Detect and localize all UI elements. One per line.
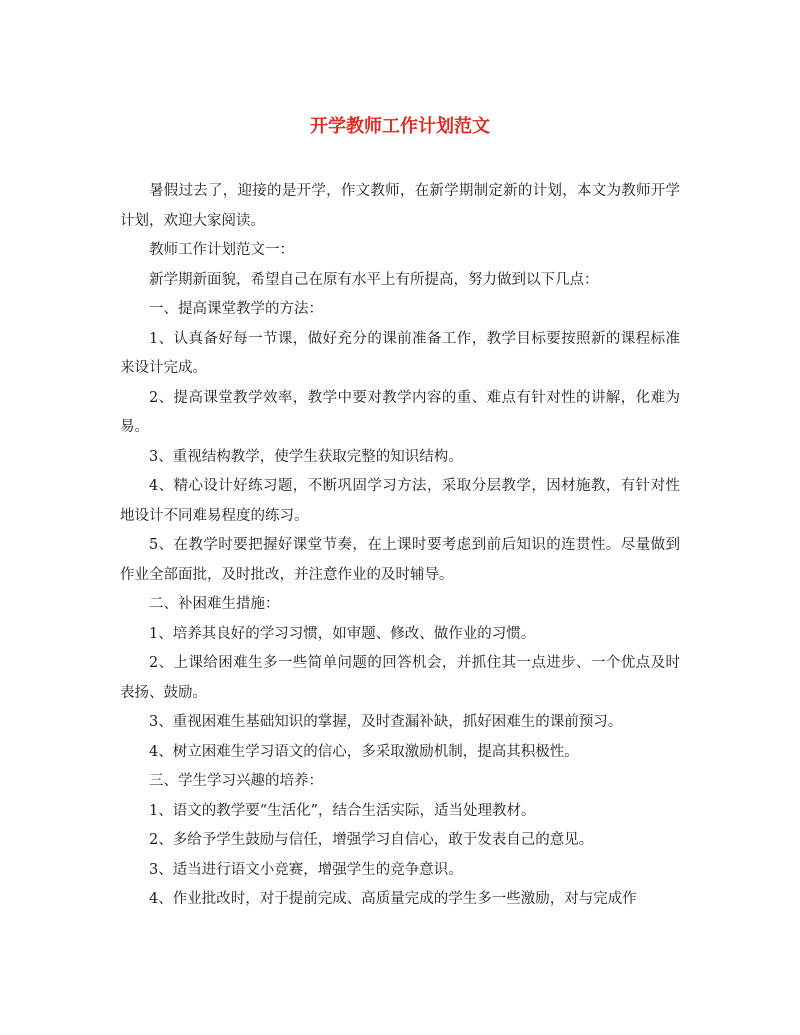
subsection-heading: 三、学生学习兴趣的培养：: [149, 773, 323, 789]
intro-paragraph: 暑假过去了，迎接的是开学，作文教师，在新学期制定新的计划，本文为教师开学计划，欢迎大家阅读。: [120, 183, 680, 229]
list-item: 2、上课给困难生多一些简单问题的回答机会，并抓住其一点进步、一个优点及时表扬、鼓励。: [120, 655, 680, 701]
list-item: 3、适当进行语文小竞赛，增强学生的竞争意识。: [149, 861, 463, 878]
paragraph: 新学期新面貌，希望自己在原有水平上有所提高，努力做到以下几点：: [149, 271, 599, 288]
list-item: 2、提高课堂教学效率，教学中要对教学内容的重、难点有针对性的讲解，化难为易。: [120, 389, 680, 435]
list-item: 3、重视结构教学，使学生获取完整的知识结构。: [149, 448, 463, 465]
document-title: 开学教师工作计划范文: [310, 116, 490, 137]
section-heading: 教师工作计划范文一：: [149, 242, 294, 258]
list-item: 2、多给予学生鼓励与信任，增强学习自信心，敢于发表自己的意见。: [149, 832, 594, 848]
list-item: 4、作业批改时，对于提前完成、高质量完成的学生多一些激励，对与完成作: [149, 891, 637, 907]
list-item: 1、培养其良好的学习习惯，如审题、修改、做作业的习惯。: [149, 625, 536, 642]
subsection-heading: 二、补困难生措施：: [149, 596, 280, 612]
document-body: [120, 177, 680, 915]
subsection-heading: 一、提高课堂教学的方法：: [149, 301, 323, 317]
list-item: 4、树立困难生学习语文的信心，多采取激励机制，提高其积极性。: [149, 743, 579, 760]
list-item: 5、在教学时要把握好课堂节奏，在上课时要考虑到前后知识的连贯性。尽量做到作业全部面批，及时批改，并注意作业的及时辅导。: [120, 537, 680, 583]
list-item: 4、精心设计好练习题，不断巩固学习方法，采取分层教学，因材施教，有针对性地设计不同难易程度的练习。: [120, 478, 680, 524]
list-item: 1、认真备好每一节课，做好充分的课前准备工作，教学目标要按照新的课程标准来设计完成。: [120, 330, 680, 376]
list-item: 1、语文的教学要“生活化”，结合生活实际，适当处理教材。: [149, 802, 536, 819]
list-item: 3、重视困难生基础知识的掌握，及时查漏补缺，抓好困难生的课前预习。: [149, 714, 623, 730]
